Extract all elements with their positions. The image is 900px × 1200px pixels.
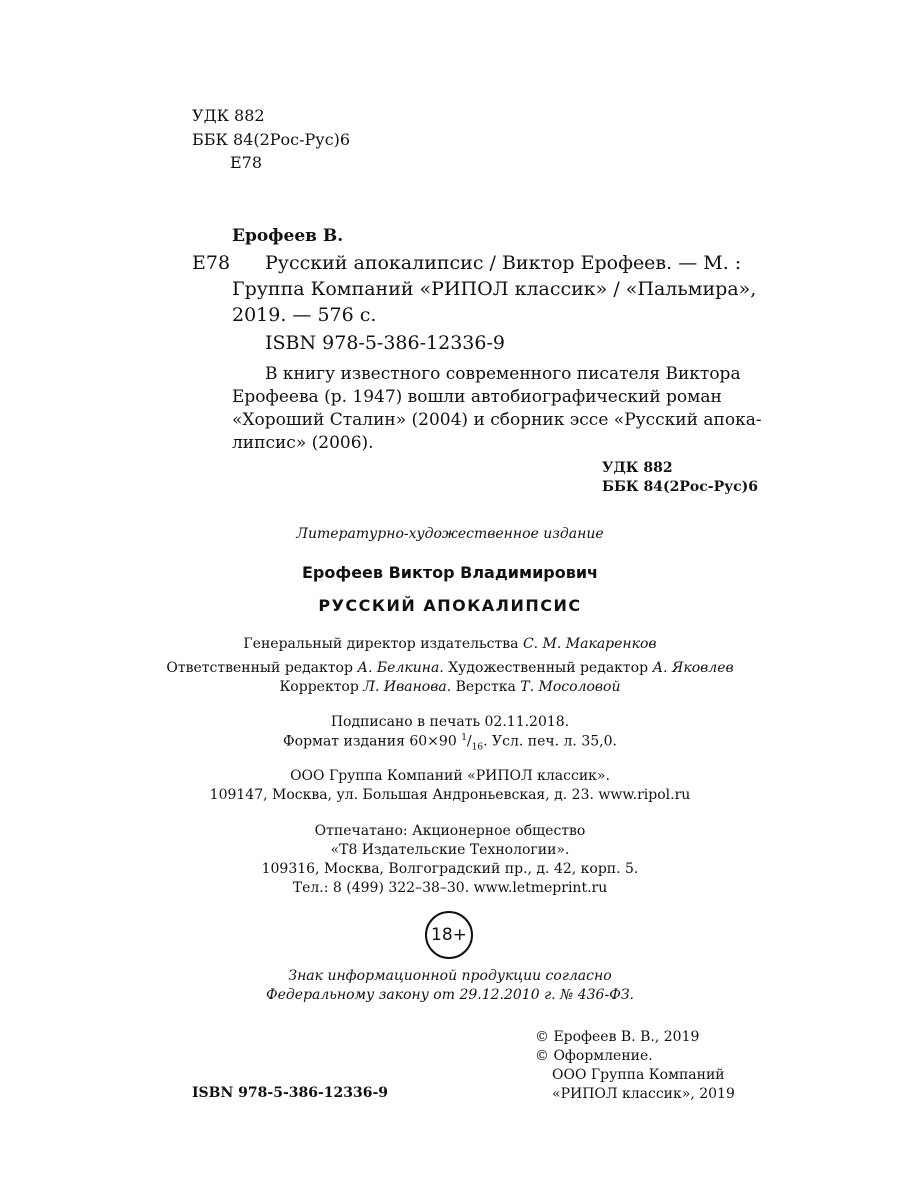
copyright-line-1: © Ерофеев В. В., 2019 [535, 1029, 700, 1045]
author-full-name: Ерофеев Виктор Владимирович [301, 563, 599, 582]
title-line-3: 2019. — 576 с. [232, 304, 377, 326]
printer-line-2: «Т8 Издательские Технологии». [330, 842, 570, 858]
editors-line: Ответственный редактор А. Белкина. Художественный редактор А. Яковлев [166, 660, 734, 676]
director-name: С. М. Макаренков [522, 636, 657, 652]
annotation-line-2: Ерофеева (р. 1947) вошли автобиографический роман [232, 387, 722, 407]
printer-line-4: Тел.: 8 (499) 322–38–30. www.letmeprint.ru [292, 880, 608, 896]
publisher-line-1: ООО Группа Компаний «РИПОЛ классик». [290, 768, 610, 784]
udk-code: УДК 882 [192, 106, 265, 125]
bbk-code: ББК 84(2Рос-Рус)6 [192, 130, 351, 149]
title-line-1: Русский апокалипсис / Виктор Ерофеев. — М. : [265, 252, 742, 274]
copyright-line-3: ООО Группа Компаний [552, 1067, 725, 1083]
director-line: Генеральный директор издательства С. М. Макаренков [243, 636, 657, 652]
annotation-line-4: липсис» (2006). [232, 433, 374, 453]
bbk-right: ББК 84(2Рос-Рус)6 [602, 479, 758, 495]
annotation-line-1: В книгу известного современного писателя Виктора [265, 364, 741, 384]
record-isbn: ISBN 978-5-386-12336-9 [265, 332, 505, 354]
record-mark: Е78 [192, 252, 231, 274]
age-rating-badge: 18+ [425, 911, 473, 959]
copyright-line-2: © Оформление. [535, 1048, 653, 1064]
udk-right: УДК 882 [602, 460, 673, 476]
law-line-1: Знак информационной продукции согласно [288, 968, 612, 984]
publisher-line-2: 109147, Москва, ул. Большая Андроньевская, д. 23. www.ripol.ru [209, 787, 691, 803]
signed-to-print: Подписано в печать 02.11.2018. [330, 714, 570, 730]
law-line-2: Федеральному закону от 29.12.2010 г. № 436-ФЗ. [266, 987, 634, 1003]
title-line-2: Группа Компаний «РИПОЛ классик» / «Пальмира», [232, 278, 757, 300]
author-mark: Е78 [230, 153, 263, 172]
book-title: РУССКИЙ АПОКАЛИПСИС [318, 596, 582, 615]
printer-line-3: 109316, Москва, Волгоградский пр., д. 42, корп. 5. [261, 861, 639, 877]
copyright-line-4: «РИПОЛ классик», 2019 [552, 1086, 735, 1102]
correctors-line: Корректор Л. Иванова. Верстка Т. Мосоловой [279, 679, 621, 695]
printer-line-1: Отпечатано: Акционерное общество [314, 823, 586, 839]
annotation-line-3: «Хороший Сталин» (2004) и сборник эссе «Русский апока- [232, 410, 762, 430]
footer-isbn: ISBN 978-5-386-12336-9 [192, 1085, 389, 1101]
edition-type: Литературно-художественное издание [296, 526, 604, 542]
author-heading: Ерофеев В. [232, 226, 344, 246]
format-line: Формат издания 60×90 $^1/_{16}$. Усл. печ. л. 35,0. [283, 733, 617, 753]
